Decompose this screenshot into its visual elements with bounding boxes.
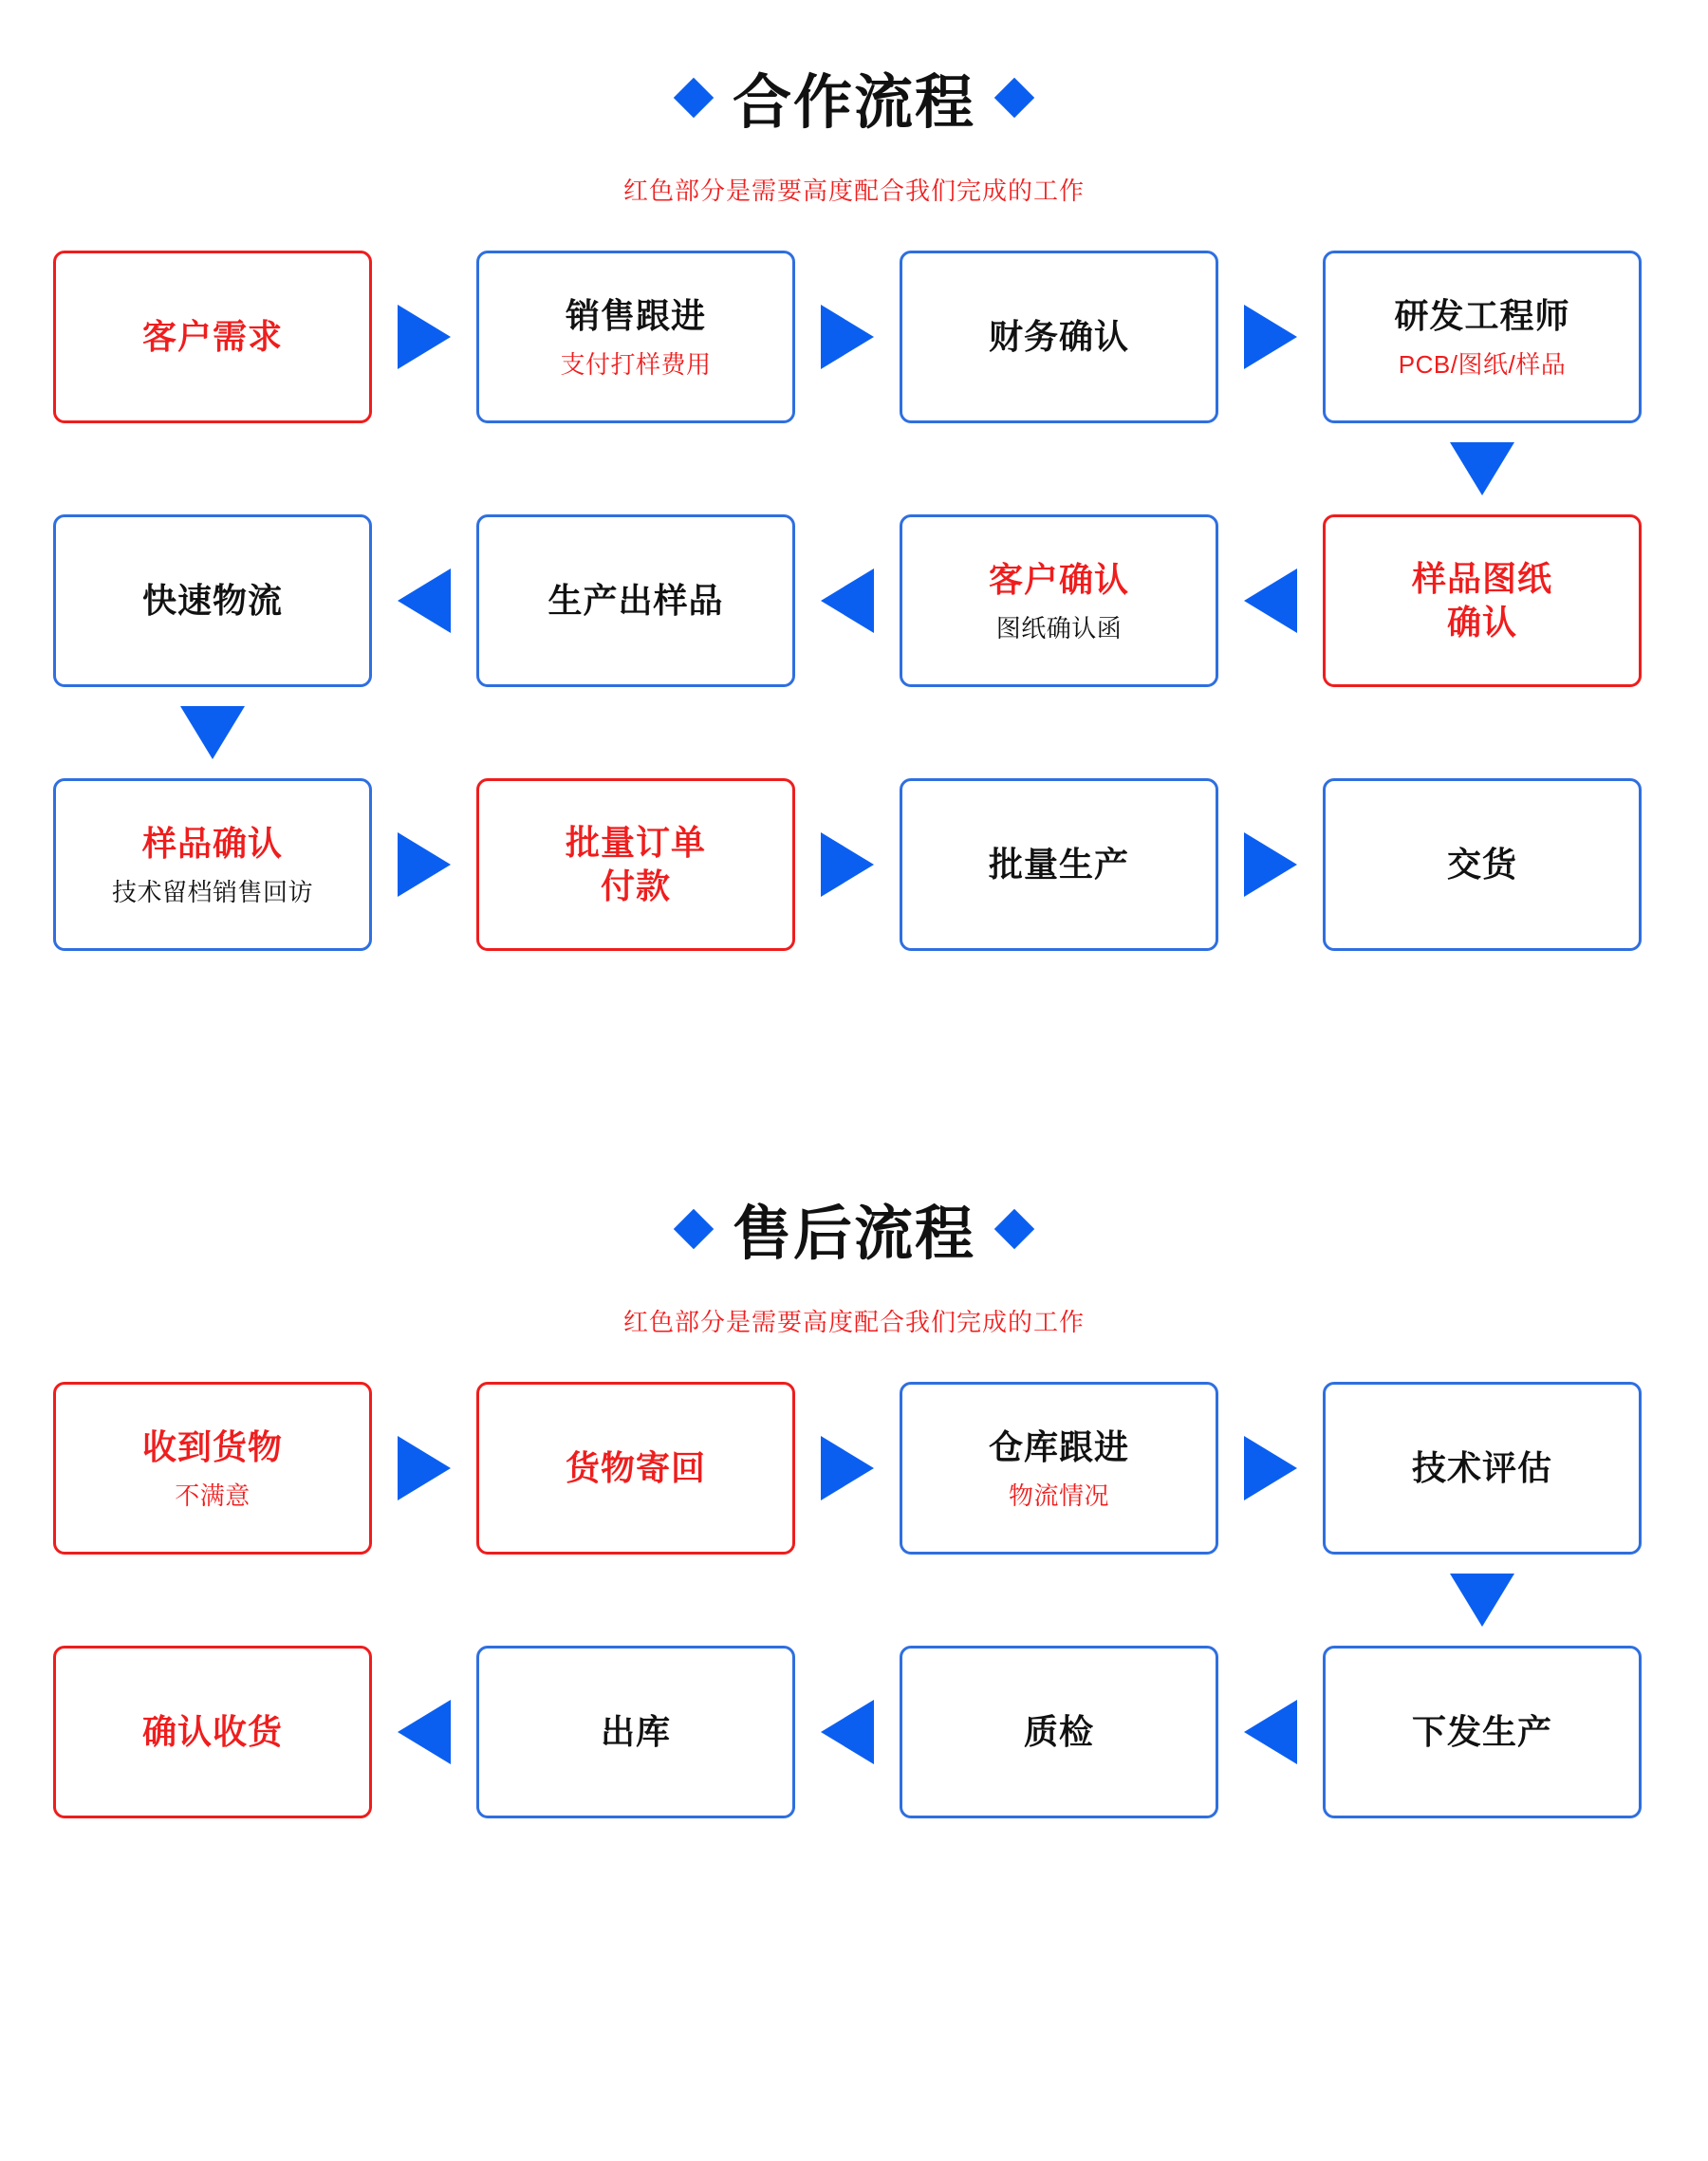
arrow-right-icon (398, 1436, 451, 1500)
section-title-text: 合作流程 (732, 70, 975, 136)
diamond-icon (674, 1208, 714, 1248)
arrow-left-icon (1244, 568, 1297, 633)
flow-cell (476, 251, 795, 423)
flow-box-subtitle: 物流情况 (1008, 1481, 1109, 1510)
flow-arrow-gap (372, 1382, 476, 1555)
flow-row (53, 778, 1655, 951)
flow-arrow-gap (795, 1382, 900, 1555)
diamond-icon (994, 77, 1034, 117)
flow-arrow-gap (372, 1646, 476, 1818)
flow-arrow-gap (795, 778, 900, 951)
flow-arrow-gap (795, 1646, 900, 1818)
flow-box-title: 质检 (1023, 1711, 1094, 1751)
flow-vertical-arrow-row (53, 687, 1655, 778)
flow-row (53, 1646, 1655, 1818)
flow-box-subtitle: 支付打样费用 (560, 349, 712, 379)
section-subtitle-aftersales: 红色部分是需要高度配合我们完成的工作 (622, 1308, 1085, 1336)
flow-vcell (1323, 1574, 1642, 1627)
flow-box-title: 确认收货 (141, 1711, 283, 1751)
flow-box-title: 批量订单 付款 (565, 822, 706, 905)
flow-arrow-gap (372, 251, 476, 423)
flow-cell (53, 778, 372, 951)
flow-box[interactable] (1323, 1382, 1642, 1555)
flow-box-title: 客户确认 (988, 559, 1129, 599)
flow-arrow-gap (1218, 251, 1323, 423)
flow-arrow-gap (372, 514, 476, 687)
arrow-right-icon (821, 305, 874, 369)
flow-box-title: 仓库跟进 (988, 1426, 1129, 1466)
flow-box[interactable] (53, 1382, 372, 1555)
arrow-right-icon (1244, 1436, 1297, 1500)
flow-row (53, 514, 1655, 687)
arrow-right-icon (398, 305, 451, 369)
flow-arrow-gap (1218, 1382, 1323, 1555)
flow-box-subtitle: 图纸确认函 (995, 613, 1123, 643)
flow-arrow-gap (795, 514, 900, 687)
flow-cell (476, 778, 795, 951)
flow-cell (53, 514, 372, 687)
arrow-down-icon (180, 706, 245, 759)
flow-box[interactable] (900, 778, 1218, 951)
flow-box[interactable] (476, 1382, 795, 1555)
flow-vertical-arrow-row (53, 1555, 1655, 1646)
flow-cell (1323, 251, 1642, 423)
flow-box-title: 快速物流 (141, 580, 283, 620)
arrow-left-icon (821, 568, 874, 633)
flow-arrow-gap (795, 251, 900, 423)
flow-box[interactable] (1323, 514, 1642, 687)
flow-box-title: 交货 (1446, 844, 1517, 884)
section-aftersales-flow (0, 1131, 1708, 1818)
flow-box[interactable] (900, 514, 1218, 687)
flow-vcell (1323, 442, 1642, 495)
arrow-right-icon (1244, 305, 1297, 369)
flow-box[interactable] (53, 251, 372, 423)
flow-cell (476, 1382, 795, 1555)
flow-cell (900, 251, 1218, 423)
flow-rows-aftersales (0, 1382, 1708, 1818)
flow-arrow-gap (372, 778, 476, 951)
flow-cell (1323, 1646, 1642, 1818)
arrow-right-icon (1244, 832, 1297, 897)
flow-box-title: 销售跟进 (565, 295, 706, 335)
flow-box[interactable] (1323, 1646, 1642, 1818)
arrow-left-icon (1244, 1700, 1297, 1764)
flow-box-subtitle: PCB/图纸/样品 (1398, 349, 1567, 379)
section-cooperation-flow (0, 0, 1708, 951)
flow-box-title: 下发生产 (1411, 1711, 1552, 1751)
flow-cell (900, 778, 1218, 951)
arrow-left-icon (398, 568, 451, 633)
arrow-down-icon (1450, 442, 1514, 495)
flow-box-subtitle: 技术留档销售回访 (111, 877, 313, 906)
flow-cell (1323, 1382, 1642, 1555)
arrow-left-icon (398, 1700, 451, 1764)
flow-cell (53, 1646, 372, 1818)
flow-box-title: 研发工程师 (1394, 295, 1570, 335)
flow-cell (476, 1646, 795, 1818)
flow-box-title: 样品确认 (141, 823, 283, 863)
arrow-down-icon (1450, 1574, 1514, 1627)
flow-box-title: 技术评估 (1411, 1447, 1552, 1487)
flow-box[interactable] (900, 1382, 1218, 1555)
arrow-left-icon (821, 1700, 874, 1764)
flow-box[interactable] (476, 514, 795, 687)
flow-box[interactable] (476, 251, 795, 423)
section-title-cooperation (0, 0, 1708, 140)
flow-cell (53, 251, 372, 423)
flow-box-title: 财务确认 (988, 316, 1129, 356)
flow-cell (53, 1382, 372, 1555)
flow-box-title: 生产出样品 (548, 580, 724, 620)
flow-box-subtitle: 不满意 (175, 1481, 251, 1510)
arrow-right-icon (821, 832, 874, 897)
flow-rows-cooperation (0, 251, 1708, 951)
flow-arrow-gap (1218, 514, 1323, 687)
flow-arrow-gap (1218, 778, 1323, 951)
diamond-icon (994, 1208, 1034, 1248)
flow-box[interactable] (1323, 251, 1642, 423)
arrow-right-icon (821, 1436, 874, 1500)
flow-vcell (53, 706, 372, 759)
flow-box[interactable] (53, 1646, 372, 1818)
section-spacer (0, 951, 1708, 1131)
flow-box[interactable] (900, 1646, 1218, 1818)
flow-box[interactable] (53, 514, 372, 687)
flow-cell (900, 1646, 1218, 1818)
flow-box-title: 批量生产 (988, 844, 1129, 884)
flow-arrow-gap (1218, 1646, 1323, 1818)
flow-box[interactable] (1323, 778, 1642, 951)
flow-cell (900, 514, 1218, 687)
flow-cell (1323, 514, 1642, 687)
flow-box-title: 收到货物 (141, 1426, 283, 1466)
flow-cell (1323, 778, 1642, 951)
diamond-icon (674, 77, 714, 117)
flow-box-title: 货物寄回 (565, 1447, 706, 1487)
flow-box[interactable] (476, 778, 795, 951)
flow-row (53, 251, 1655, 423)
flow-cell (476, 514, 795, 687)
flow-box-title: 样品图纸 确认 (1411, 558, 1552, 642)
section-subtitle-cooperation: 红色部分是需要高度配合我们完成的工作 (622, 177, 1085, 205)
flow-cell (900, 1382, 1218, 1555)
section-title-text: 售后流程 (732, 1202, 975, 1267)
flow-vertical-arrow-row (53, 423, 1655, 514)
arrow-right-icon (398, 832, 451, 897)
flow-box-title: 出库 (600, 1711, 671, 1751)
flow-box-title: 客户需求 (141, 316, 283, 356)
section-title-aftersales (0, 1131, 1708, 1271)
flow-box[interactable] (476, 1646, 795, 1818)
flow-box[interactable] (53, 778, 372, 951)
flow-row (53, 1382, 1655, 1555)
flow-box[interactable] (900, 251, 1218, 423)
